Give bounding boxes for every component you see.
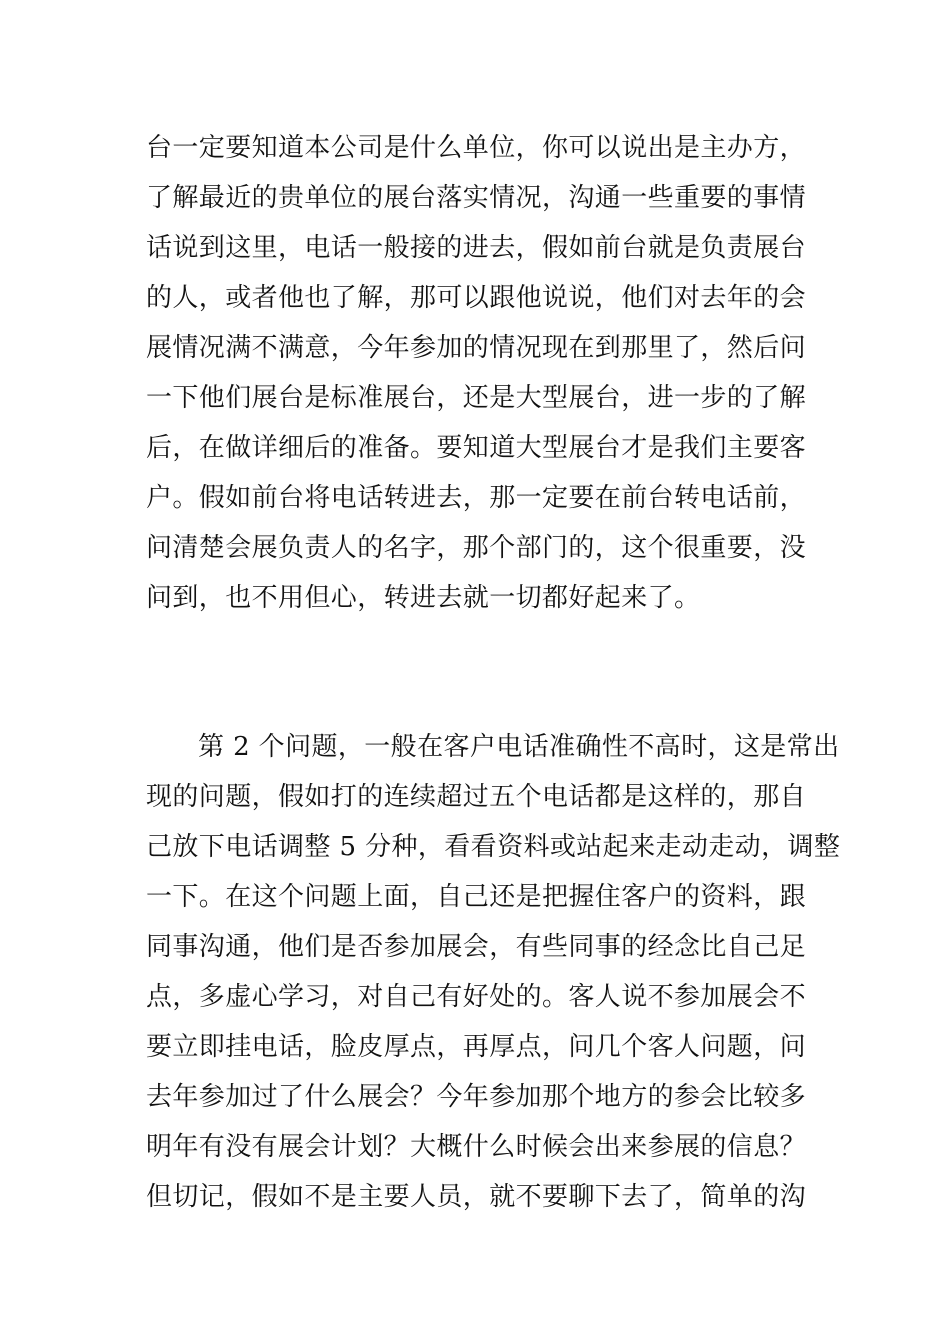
text-line: 户。假如前台将电话转进去，那一定要在前台转电话前， xyxy=(146,483,807,513)
text-line: 台一定要知道本公司是什么单位，你可以说出是主办方， xyxy=(146,133,807,163)
text-line: 第 2 个问题，一般在客户电话准确性不高时，这是常出 xyxy=(198,732,840,762)
text-line: 问清楚会展负责人的名字，那个部门的，这个很重要，没 xyxy=(146,533,807,563)
text-line: 问到，也不用但心，转进去就一切都好起来了。 xyxy=(146,583,701,613)
text-line: 话说到这里，电话一般接的进去，假如前台就是负责展台 xyxy=(146,233,807,263)
text-line: 明年有没有展会计划？大概什么时候会出来参展的信息？ xyxy=(146,1132,807,1162)
text-line: 的人，或者他也了解，那可以跟他说说，他们对去年的会 xyxy=(146,283,807,313)
text-line: 点，多虚心学习，对自己有好处的。客人说不参加展会不 xyxy=(146,982,807,1012)
text-line: 一下他们展台是标准展台，还是大型展台，进一步的了解 xyxy=(146,383,807,413)
text-line: 要立即挂电话，脸皮厚点，再厚点，问几个客人问题，问 xyxy=(146,1032,807,1062)
text-line: 了解最近的贵单位的展台落实情况，沟通一些重要的事情 xyxy=(146,183,807,213)
text-line: 去年参加过了什么展会？今年参加那个地方的参会比较多 xyxy=(146,1082,807,1112)
text-line: 后，在做详细后的准备。要知道大型展台才是我们主要客 xyxy=(146,433,807,463)
text-line: 现的问题，假如打的连续超过五个电话都是这样的，那自 xyxy=(146,782,807,812)
text-line: 展情况满不满意，今年参加的情况现在到那里了，然后问 xyxy=(146,333,807,363)
text-line: 己放下电话调整 5 分种，看看资料或站起来走动走动，调整 xyxy=(146,832,841,862)
text-line: 但切记，假如不是主要人员，就不要聊下去了，简单的沟 xyxy=(146,1182,807,1212)
text-line: 同事沟通，他们是否参加展会，有些同事的经念比自己足 xyxy=(146,932,807,962)
text-line: 一下。在这个问题上面，自己还是把握住客户的资料，跟 xyxy=(146,882,807,912)
